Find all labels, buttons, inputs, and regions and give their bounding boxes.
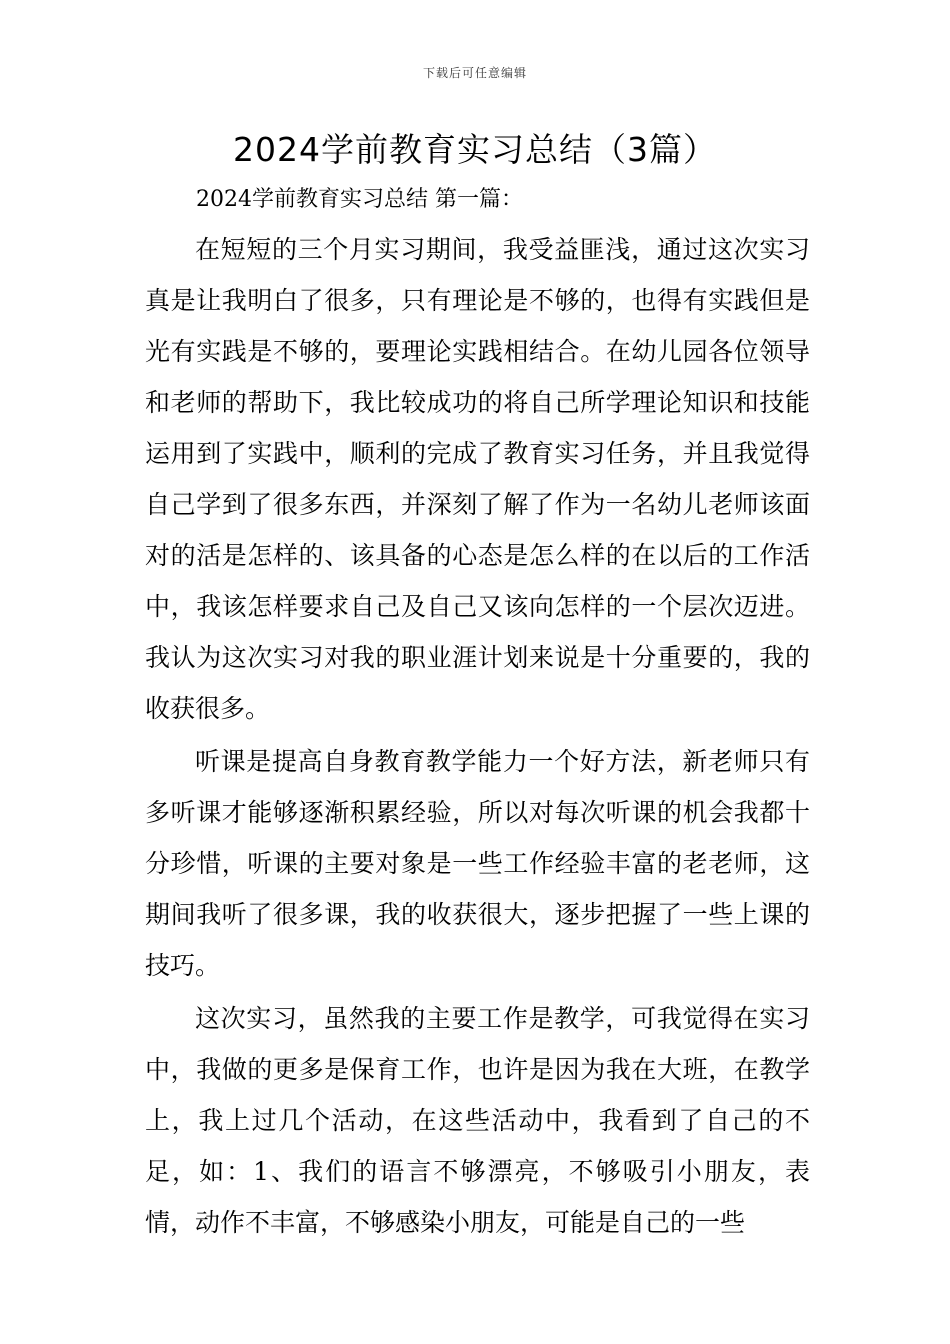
- document-title: 2024学前教育实习总结（3篇）: [233, 130, 717, 169]
- header-note: 下载后可任意编辑: [422, 66, 527, 80]
- document-body: [145, 224, 810, 1250]
- paragraph-1: 在短短的三个月实习期间，我受益匪浅，通过这次实习真是让我明白了很多，只有理论是不够的，也得有实践但是光有实践是不够的，要理论实践相结合。在幼儿园各位领导和老师的帮助下，我比较成功的将自己所学理论知识和技能运用到了实践中，顺利的完成了教育实习任务，并且我觉得自己学到了很多东西，并深刻了解了作为一名幼儿老师该面对的活是怎样的、该具备的心态是怎么样的在以后的工作活中，我该怎样要求自己及自己又该向怎样的一个层次迈进。我认为这次实习对我的职业涯计划来说是十分重要的，我的收获很多。: [145, 235, 810, 723]
- paragraph-2: 听课是提高自身教育教学能力一个好方法，新老师只有多听课才能够逐渐积累经验，所以对每次听课的机会我都十分珍惜，听课的主要对象是一些工作经验丰富的老老师，这期间我听了很多课，我的收获很大，逐步把握了一些上课的技巧。: [145, 747, 810, 980]
- section-subtitle: 2024学前教育实习总结 第一篇：: [196, 187, 523, 212]
- paragraph-3: 这次实习，虽然我的主要工作是教学，可我觉得在实习中，我做的更多是保育工作，也许是因为我在大班，在教学上，我上过几个活动，在这些活动中，我看到了自己的不足，如：1、我们的语言不够漂亮，不够吸引小朋友，表情，动作不丰富，不够感染小朋友，可能是自己的一些: [145, 1004, 810, 1237]
